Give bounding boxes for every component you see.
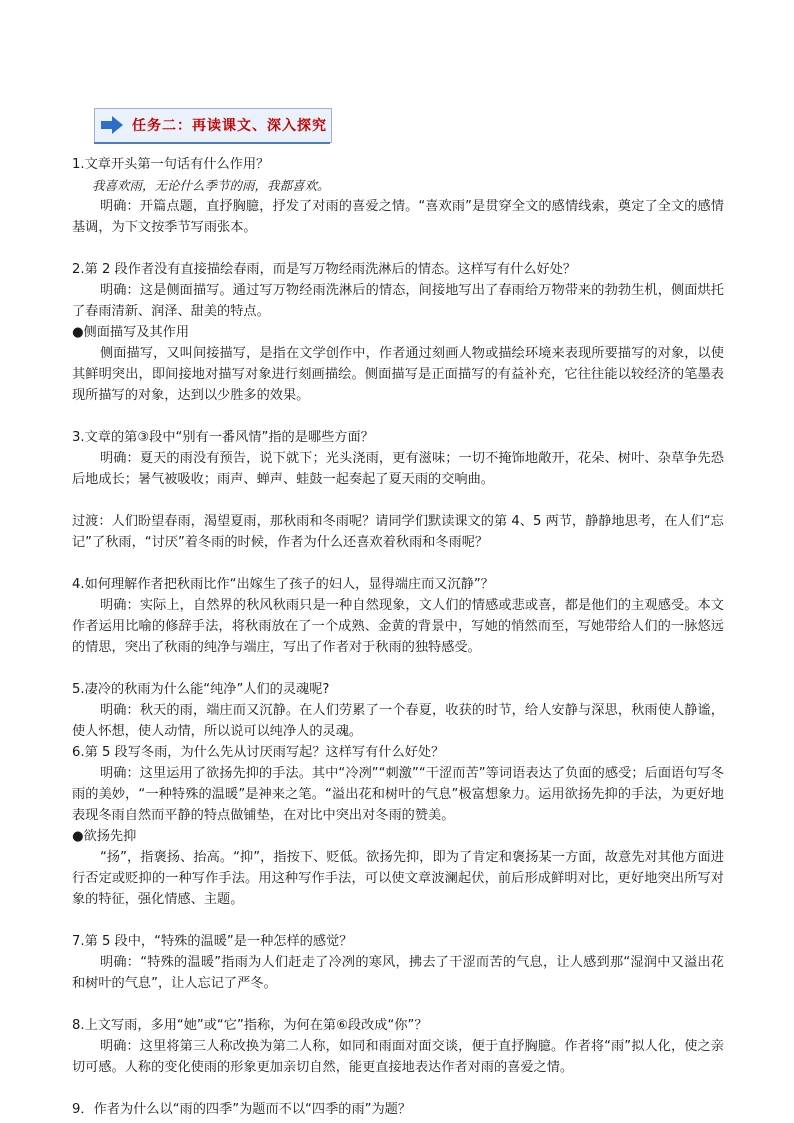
section-banner [94, 108, 402, 143]
answer-paragraph: 明确：秋天的雨，端庄而又沉静。在人们劳累了一个春夏，收获的时节，给人安静与深思，秋雨使人静谧，使人怀想，使人动情，所以说可以纯净人的灵魂。 [72, 703, 724, 739]
paragraph-gap [72, 490, 724, 511]
question-text: 7.第 5 段中，“特殊的温暖”是一种怎样的感觉？ [72, 934, 353, 949]
paragraph-gap [72, 658, 724, 679]
answer-paragraph: 明确：开篇点题，直抒胸臆，抒发了对雨的喜爱之情。“喜欢雨”是贯穿全文的感情线索，奠定了全文的感情基调，为下文按季节写雨张本。 [72, 199, 724, 235]
bullet-heading: ●欲扬先抑 [72, 829, 137, 844]
document-page [72, 0, 724, 1123]
document-content [72, 154, 724, 1120]
answer-paragraph: 明确：这里运用了欲扬先抑的手法。其中“冷冽”“刺激”“干涩而苦”等词语表达了负面的感受；后面语句写冬雨的美妙，“一种特殊的温暖”是神来之笔。“溢出花和树叶的气息”极富想象力。运用欲扬先抑的手法，为更好地表现冬雨自然而平静的特点做铺垫，在对比中突出对冬雨的赞美。 [72, 766, 724, 823]
answer-paragraph: 明确：实际上，自然界的秋风秋雨只是一种自然现象，文人们的情感或悲或喜，都是他们的主观感受。本文作者运用比喻的修辞手法，将秋雨放在了一个成熟、金黄的背景中，写她的悄然而至，写她带给人们的一脉悠远的情思，突出了秋雨的纯净与端庄，写出了作者对于秋雨的独特感受。 [72, 598, 724, 655]
answer-paragraph: 明确：这里将第三人称改换为第二人称，如同和雨面对面交谈，便于直抒胸臆。作者将“雨”拟人化，使之亲切可感。人称的变化使雨的形象更加亲切自然，能更直接地表达作者对雨的喜爱之情。 [72, 1039, 724, 1075]
question-text: 8.上文写雨，多用“她”或“它”指称，为何在第⑥段改成“你”？ [72, 1018, 428, 1033]
answer-paragraph: 明确：“特殊的温暖”指雨为人们赶走了冷冽的寒风，拂去了干涩而苦的气息，让人感到那“湿润中又溢出花和树叶的气息”，让人忘记了严冬。 [72, 955, 724, 991]
arrow-right-icon [100, 115, 124, 135]
paragraph-gap [72, 553, 724, 574]
answer-paragraph: 明确：这是侧面描写。通过写万物经雨洗淋后的情态，间接地写出了春雨给万物带来的勃勃生机，侧面烘托了春雨清新、润泽、甜美的特点。 [72, 283, 724, 319]
answer-paragraph: “扬”，指褒扬、抬高。“抑”，指按下、贬低。欲扬先抑，即为了肯定和褒扬某一方面，故意先对其他方面进行否定或贬抑的一种写作手法。用这种写作手法，可以使文章波澜起伏，前后形成鲜明对比，更好地突出所写对象的特征，强化情感、主题。 [72, 850, 724, 907]
banner-title: 任务二：再读课文、深入探究 [132, 118, 327, 134]
bullet-heading: ●侧面描写及其作用 [72, 325, 190, 340]
banner-underline [94, 142, 330, 144]
paragraph-gap [72, 910, 724, 931]
paragraph-gap [72, 1078, 724, 1099]
answer-paragraph: 侧面描写，又叫间接描写，是指在文学创作中，作者通过刻画人物或描绘环境来表现所要描写的对象，以使其鲜明突出，即间接地对描写对象进行刻画描绘。侧面描写是正面描写的有益补充，它往往能以较经济的笔墨表现所描写的对象，达到以少胜多的效果。 [72, 346, 724, 403]
paragraph-gap [72, 238, 724, 259]
question-text: 9．作者为什么以“雨的四季”为题而不以“四季的雨”为题？ [72, 1102, 412, 1117]
question-text: 4.如何理解作者把秋雨比作“出嫁生了孩子的妇人，显得端庄而又沉静”？ [72, 577, 494, 592]
quoted-sentence: 我喜欢雨，无论什么季节的雨，我都喜欢。 [92, 178, 330, 193]
paragraph-gap [72, 406, 724, 427]
paragraph-gap [72, 994, 724, 1015]
question-text: 5.凄冷的秋雨为什么能“纯净”人们的灵魂呢? [72, 682, 330, 697]
answer-paragraph: 明确：夏天的雨没有预告，说下就下；光头浇雨，更有滋味；一切不掩饰地敞开，花朵、树叶、杂草争先恐后地成长；暑气被吸收；雨声、蝉声、蛙鼓一起奏起了夏天雨的交响曲。 [72, 451, 724, 487]
question-text: 2.第 2 段作者没有直接描绘春雨，而是写万物经雨洗淋后的情态。这样写有什么好处？ [72, 262, 577, 277]
question-text: 过渡：人们盼望春雨，渴望夏雨，那秋雨和冬雨呢？请同学们默读课文的第 4、5 两节，静静地思考，在人们“忘记”了秋雨，“讨厌”着冬雨的时候，作者为什么还喜欢着秋雨和冬雨呢？ [72, 514, 724, 550]
question-text: 6.第 5 段写冬雨，为什么先从讨厌雨写起？这样写有什么好处？ [72, 745, 445, 760]
question-text: 1.文章开头第一句话有什么作用？ [72, 157, 270, 172]
question-text: 3.文章的第③段中“别有一番风情”指的是哪些方面？ [72, 430, 374, 445]
